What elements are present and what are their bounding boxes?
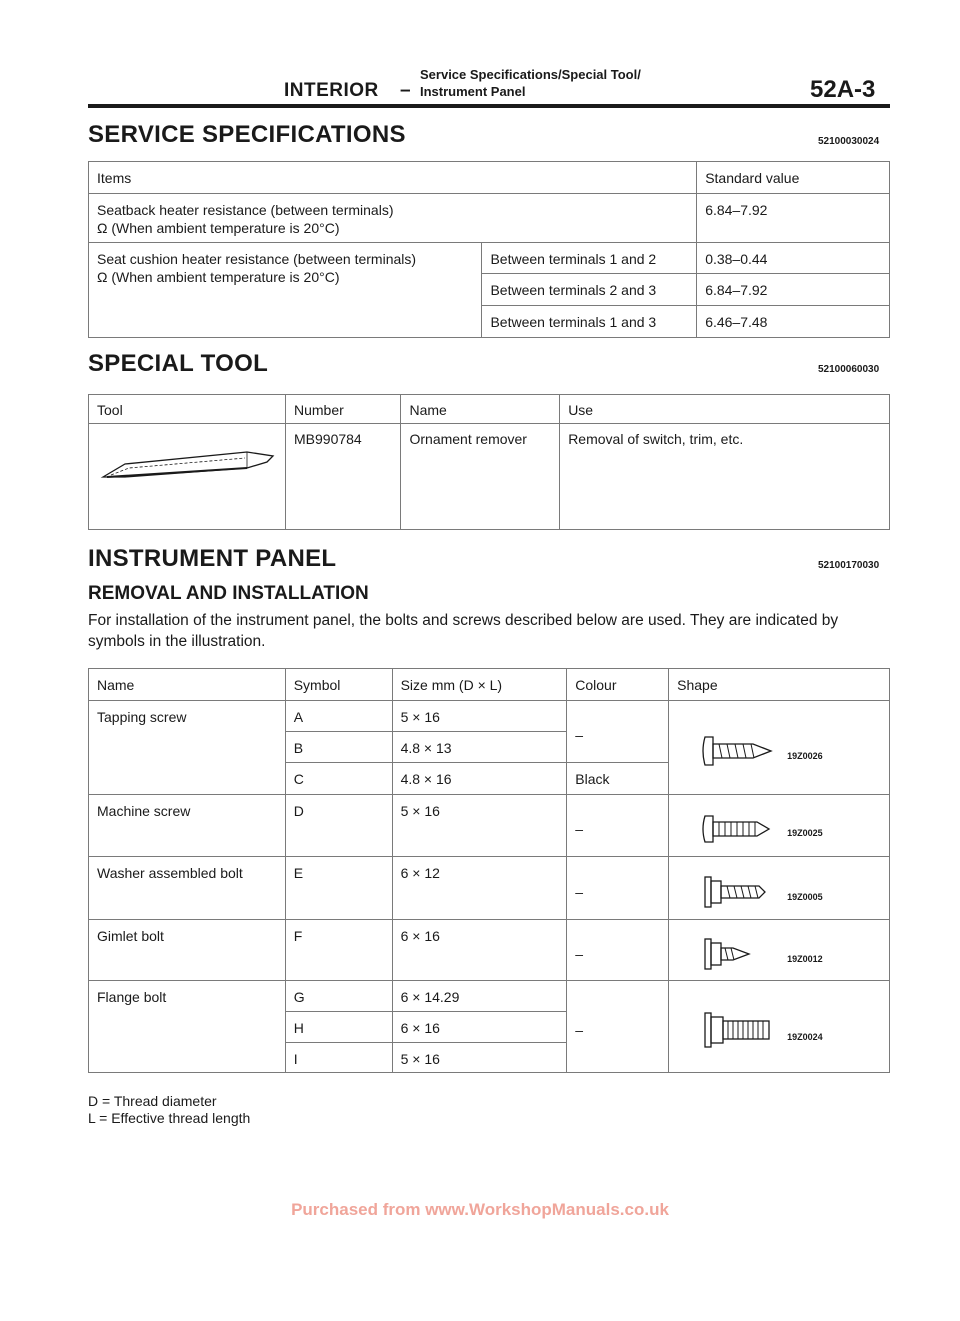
section-title: INTERIOR — [284, 80, 379, 101]
col-tool-header: Tool — [89, 395, 286, 424]
fastener-symbol: E — [285, 857, 392, 920]
flange-bolt-icon — [699, 1010, 779, 1050]
table-row — [89, 424, 890, 530]
fastener-table — [88, 668, 890, 1073]
fastener-colour: – — [567, 920, 669, 981]
shape-code: 19Z0012 — [787, 953, 823, 964]
fastener-symbol: B — [285, 732, 392, 763]
tool-use: Removal of switch, trim, etc. — [560, 424, 890, 530]
shape-code: 19Z0025 — [787, 828, 823, 838]
table-row — [89, 857, 890, 920]
table-row — [89, 194, 890, 243]
fastener-name: Washer assembled bolt — [89, 857, 286, 920]
tapping-screw-shape — [669, 701, 890, 795]
fastener-colour: – — [567, 795, 669, 857]
machine-screw-shape — [669, 795, 890, 857]
table-row — [89, 795, 890, 857]
spec-terminals: Between terminals 1 and 2 — [482, 243, 697, 274]
table-row — [89, 701, 890, 732]
spec-item-seatback — [89, 194, 697, 243]
spec-value: 6.84–7.92 — [697, 194, 890, 243]
tapping-screw-icon — [699, 733, 779, 769]
footnote-l: L = Effective thread length — [88, 1110, 251, 1126]
tool-number: MB990784 — [286, 424, 401, 530]
fastener-symbol: I — [285, 1043, 392, 1073]
special-tool-heading: SPECIAL TOOL — [88, 350, 269, 377]
shape-code: 19Z0005 — [787, 891, 823, 902]
spec-item-line: Ω (When ambient temperature is 20°C) — [97, 220, 340, 236]
fastener-size: 4.8 × 16 — [392, 763, 567, 795]
footnote-d: D = Thread diameter — [88, 1093, 217, 1109]
table-row — [89, 981, 890, 1012]
spec-item-line: Seat cushion heater resistance (between terminals) — [97, 251, 417, 267]
spec-item-line: Seatback heater resistance (between terminals) — [97, 202, 394, 218]
fastener-size: 5 × 16 — [392, 701, 567, 732]
shape-code: 19Z0026 — [787, 751, 823, 761]
col-number-header: Number — [286, 395, 401, 424]
table-row — [89, 920, 890, 981]
fastener-colour: – — [567, 981, 669, 1073]
machine-screw-icon — [699, 812, 779, 846]
flange-bolt-shape — [669, 981, 890, 1073]
instrument-panel-heading: INSTRUMENT PANEL — [88, 545, 337, 572]
special-tool-table — [88, 394, 890, 530]
col-colour-header: Colour — [567, 669, 669, 701]
fastener-symbol: C — [285, 763, 392, 795]
header-subtitle-line2: Instrument Panel — [420, 84, 526, 99]
spec-item-line: Ω (When ambient temperature is 20°C) — [97, 269, 340, 285]
fastener-size: 6 × 16 — [392, 1012, 567, 1043]
fastener-colour: – — [567, 857, 669, 920]
spec-item-cushion — [89, 243, 482, 338]
fastener-colour: – — [567, 701, 669, 763]
special-tool-code: 52100060030 — [818, 364, 880, 375]
removal-installation-heading: REMOVAL AND INSTALLATION — [88, 583, 369, 604]
fastener-size: 5 × 16 — [392, 1043, 567, 1073]
ornament-remover-icon — [97, 430, 277, 490]
intro-paragraph: For installation of the instrument panel, the bolts and screws described below are used. They are indicated by symbols in the illustration. — [88, 612, 839, 650]
spec-value: 6.46–7.48 — [697, 306, 890, 338]
gimlet-bolt-shape — [669, 920, 890, 981]
col-name-header: Name — [89, 669, 286, 701]
fastener-symbol: G — [285, 981, 392, 1012]
col-symbol-header: Symbol — [285, 669, 392, 701]
fastener-symbol: D — [285, 795, 392, 857]
service-specs-code: 52100030024 — [818, 136, 880, 147]
col-items-header: Items — [89, 162, 697, 194]
service-specs-heading: SERVICE SPECIFICATIONS — [88, 121, 406, 148]
fastener-size: 4.8 × 13 — [392, 732, 567, 763]
col-use-header: Use — [560, 395, 890, 424]
gimlet-bolt-icon — [699, 936, 779, 972]
col-shape-header: Shape — [669, 669, 890, 701]
instrument-panel-code: 52100170030 — [818, 560, 880, 571]
spec-value: 6.84–7.92 — [697, 274, 890, 306]
watermark: Purchased from www.WorkshopManuals.co.uk — [291, 1200, 669, 1219]
fastener-size: 6 × 12 — [392, 857, 567, 920]
spec-terminals: Between terminals 2 and 3 — [482, 274, 697, 306]
fastener-symbol: F — [285, 920, 392, 981]
header-subtitle-line1: Service Specifications/Special Tool/ — [420, 67, 641, 82]
header-dash: – — [400, 80, 411, 101]
fastener-name: Tapping screw — [89, 701, 286, 795]
tool-illustration-cell — [89, 424, 286, 530]
table-row — [89, 243, 890, 274]
washer-bolt-icon — [699, 874, 779, 910]
washer-bolt-shape — [669, 857, 890, 920]
spec-terminals: Between terminals 1 and 3 — [482, 306, 697, 338]
fastener-symbol: H — [285, 1012, 392, 1043]
tool-name: Ornament remover — [401, 424, 560, 530]
fastener-name: Flange bolt — [89, 981, 286, 1073]
col-size-header: Size mm (D × L) — [392, 669, 567, 701]
table-row — [89, 395, 890, 424]
spec-value: 0.38–0.44 — [697, 243, 890, 274]
fastener-size: 6 × 16 — [392, 920, 567, 981]
fastener-size: 6 × 14.29 — [392, 981, 567, 1012]
table-row — [89, 669, 890, 701]
header-rule — [88, 104, 890, 108]
shape-code: 19Z0024 — [787, 1032, 823, 1042]
fastener-name: Gimlet bolt — [89, 920, 286, 981]
fastener-colour: Black — [567, 763, 669, 795]
table-row — [89, 162, 890, 194]
fastener-name: Machine screw — [89, 795, 286, 857]
fastener-size: 5 × 16 — [392, 795, 567, 857]
page-number: 52A-3 — [810, 76, 876, 103]
col-name-header: Name — [401, 395, 560, 424]
service-specs-table — [88, 161, 890, 338]
fastener-symbol: A — [285, 701, 392, 732]
col-standard-header: Standard value — [697, 162, 890, 194]
